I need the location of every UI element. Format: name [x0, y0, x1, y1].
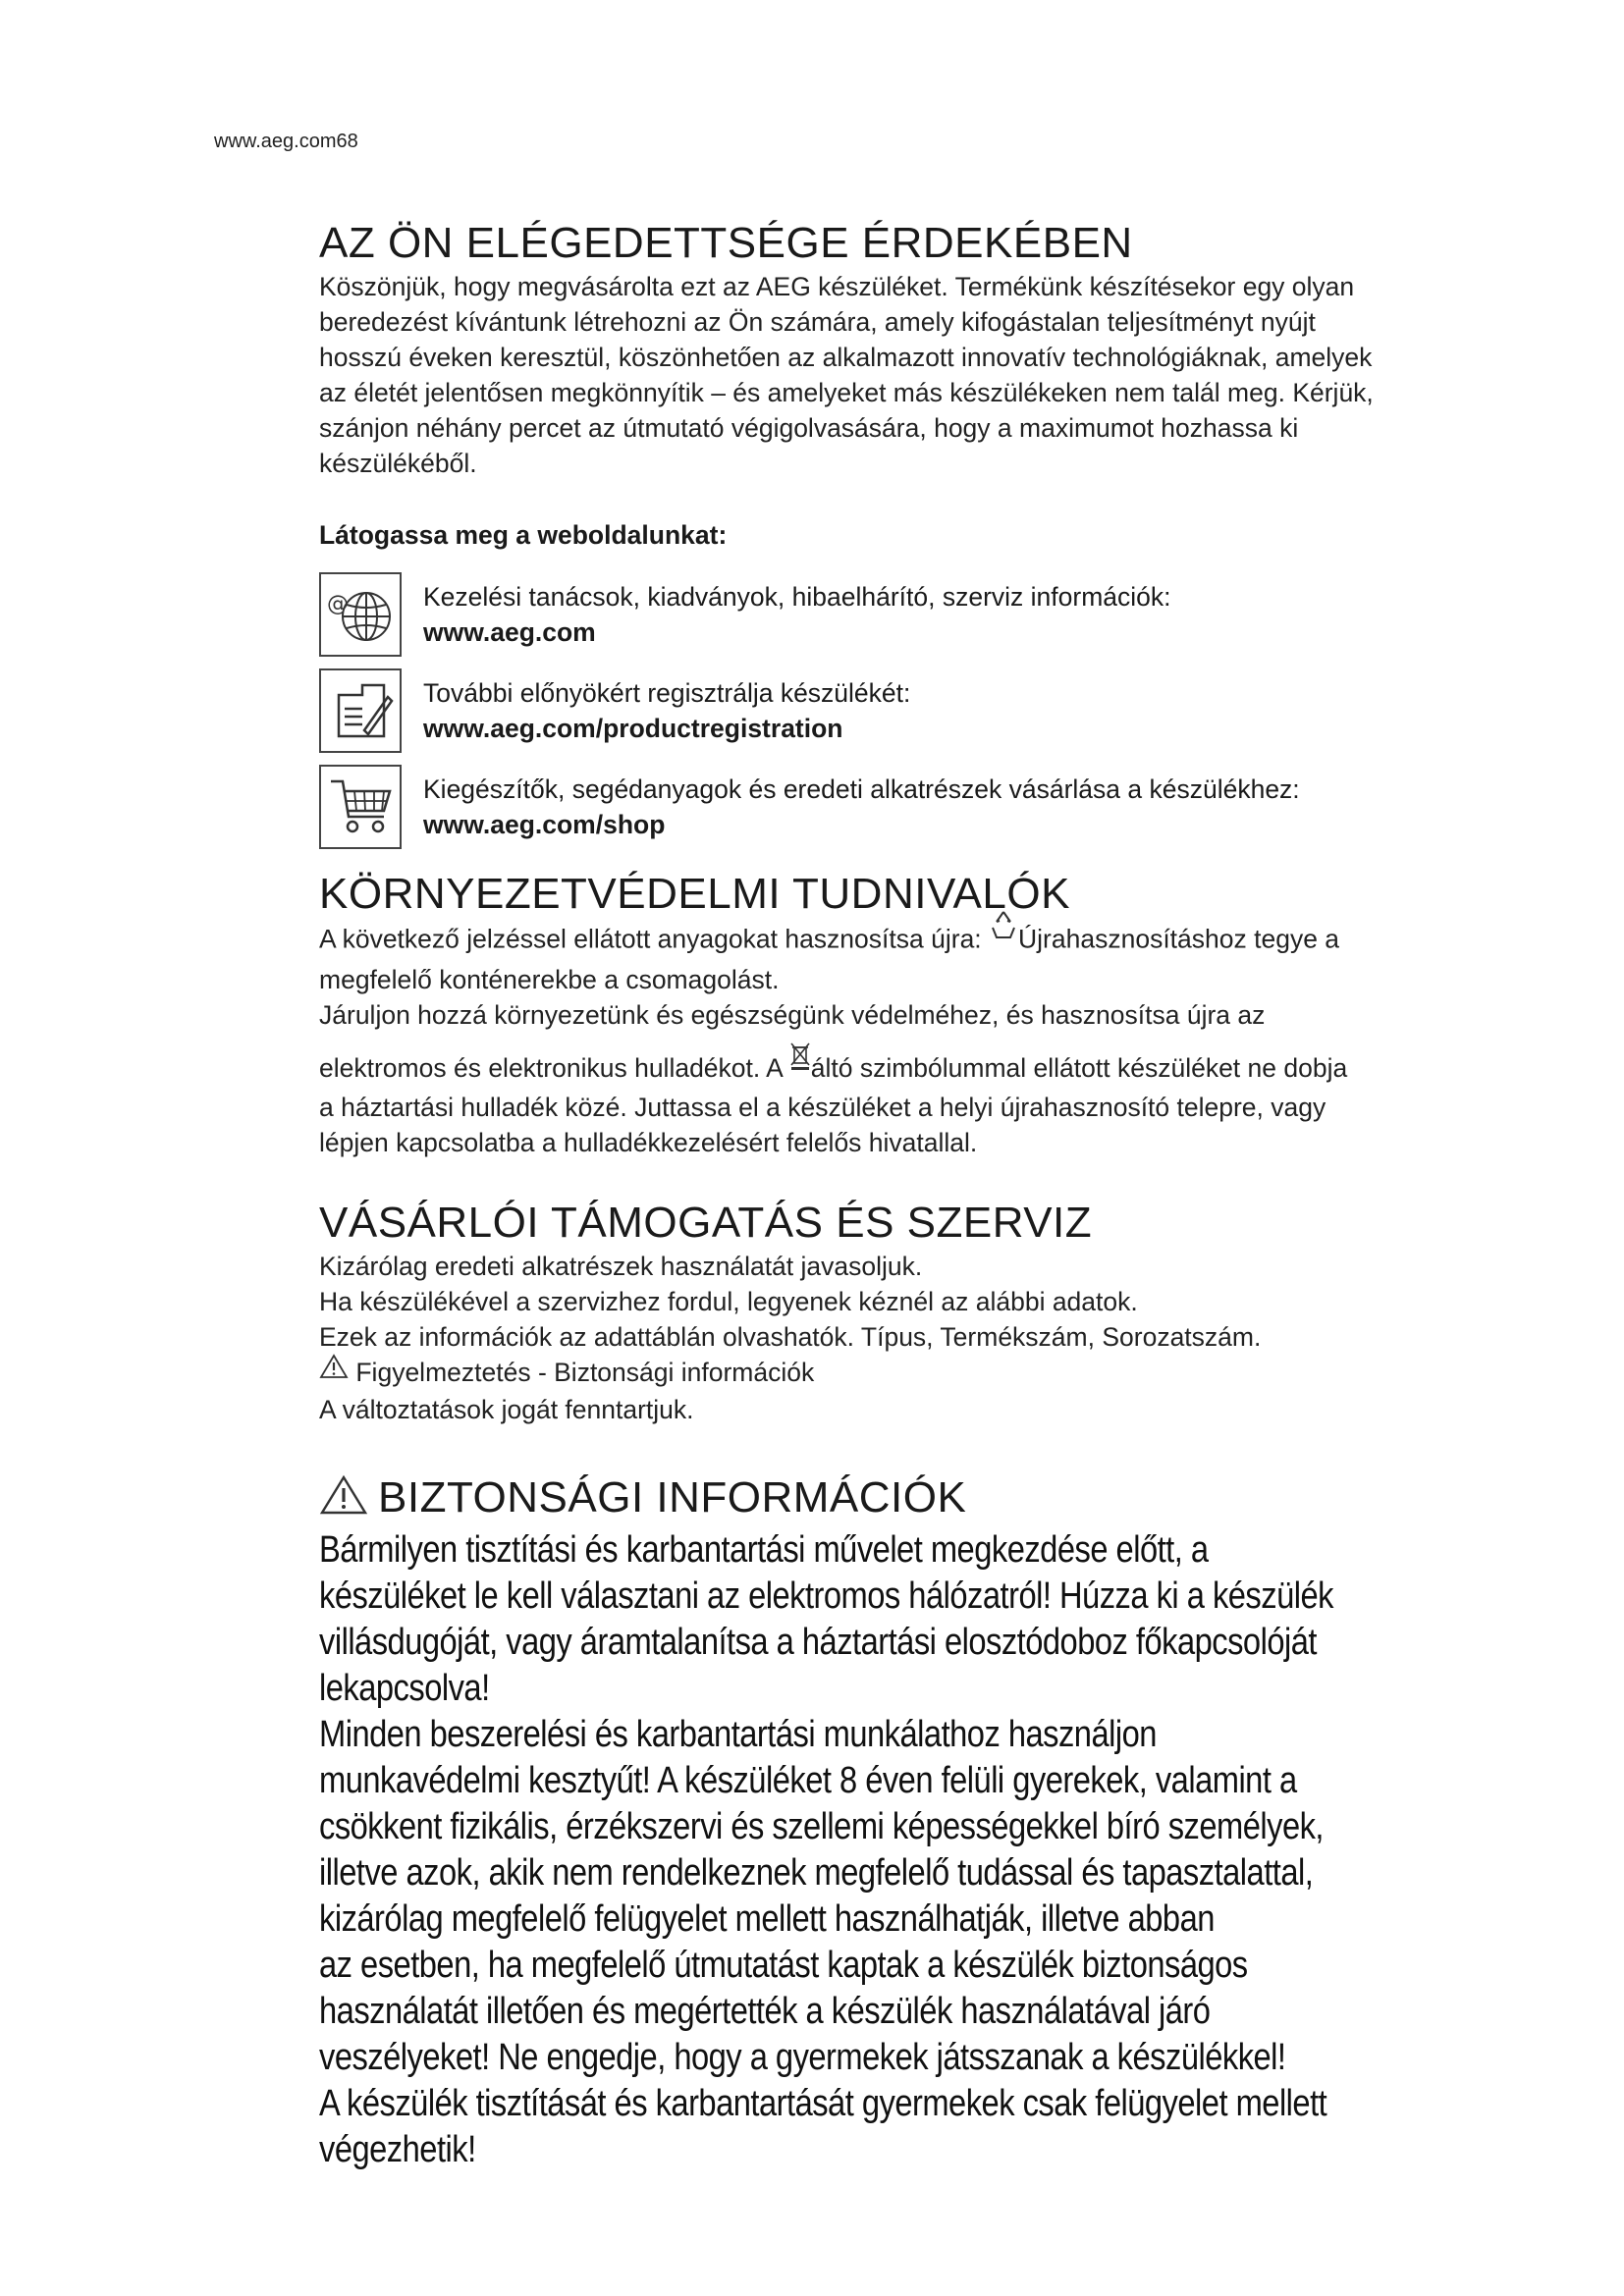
link-support-url[interactable]: www.aeg.com	[423, 617, 596, 647]
support-section	[319, 1198, 1517, 1427]
support-warning-line	[319, 1355, 1517, 1392]
safety-line-2: készüléket le kell választani az elektromos hálózatról! Húzza ki a készülék	[319, 1575, 1333, 1617]
link-registration	[423, 675, 910, 746]
link-shop-url[interactable]: www.aeg.com/shop	[423, 810, 666, 839]
support-line-5: A változtatások jogát fenntartjuk.	[319, 1394, 694, 1424]
warning-triangle-icon	[319, 1474, 368, 1521]
svg-text:@: @	[327, 592, 349, 616]
safety-line-14: végezhetik!	[319, 2128, 476, 2170]
link-registration-desc: További előnyökért regisztrálja készülékét:	[423, 678, 911, 708]
recycle-icon	[989, 908, 1018, 950]
environment-line-6: lépjen kapcsolatba a hulladékkezelésért felelős hivatallal.	[319, 1127, 978, 1157]
environment-line-4	[319, 1050, 1517, 1090]
link-support-desc: Kezelési tanácsok, kiadványok, hibaelhárító, szerviz információk:	[423, 582, 1171, 612]
satisfaction-section	[319, 218, 1517, 849]
safety-line-3: villásdugóját, vagy áramtalanítsa a háztartási elosztódoboz főkapcsolóját	[319, 1621, 1317, 1663]
safety-line-9: kizárólag megfelelő felügyelet mellett használhatják, illetve abban	[319, 1897, 1215, 1940]
satisfaction-line-6: készülékéből.	[319, 449, 477, 478]
environment-line-3: Járuljon hozzá környezetünk és egészségünk védelméhez, és hasznosítsa újra az	[319, 1000, 1266, 1030]
environment-line-4-start: elektromos és elektronikus hulladékot. A	[319, 1053, 789, 1083]
safety-line-8: illetve azok, akik nem rendelkeznek megfelelő tudással és tapasztalattal,	[319, 1851, 1314, 1894]
environment-line-5: a háztartási hulladék közé. Juttassa el a készüléket a helyi újrahasznosító telepre, vagy	[319, 1092, 1326, 1122]
environment-line-1	[319, 920, 1517, 962]
safety-section	[319, 1472, 1517, 2173]
safety-line-11: használatát illetően és megértették a készülék használatával járó	[319, 1990, 1211, 2032]
safety-heading	[319, 1472, 1517, 1523]
safety-line-6: munkavédelmi kesztyűt! A készüléket 8 éven felüli gyerekek, valamint a	[319, 1759, 1297, 1801]
satisfaction-line-3: hosszú éveken keresztül, köszönhetően az alkalmazott innovatív technológiáknak, amelyek	[319, 343, 1373, 372]
safety-line-10: az esetben, ha megfelelő útmutatást kaptak a készülék biztonságos	[319, 1944, 1248, 1986]
registration-document-icon	[319, 668, 402, 753]
support-warning-text: Figyelmeztetés - Biztonsági információk	[355, 1357, 815, 1387]
warning-triangle-icon	[319, 1353, 349, 1388]
environment-line-1-start: A következő jelzéssel ellátott anyagokat hasznosítsa újra:	[319, 924, 990, 954]
shopping-cart-icon	[319, 765, 402, 849]
support-line-2: Ha készülékével a szervizhez fordul, legyenek kéznél az alábbi adatok.	[319, 1286, 1138, 1316]
link-shop-desc: Kiegészítők, segédanyagok és eredeti alkatrészek vásárlása a készülékhez:	[423, 774, 1300, 804]
environment-line-2: megfelelő konténerekbe a csomagolást.	[319, 965, 780, 994]
satisfaction-line-2: beredezést kívántunk létrehozni az Ön számára, amely kifogástalan teljesítményt nyújt	[319, 307, 1316, 337]
link-row-support	[319, 572, 1517, 657]
link-row-shop	[319, 765, 1517, 849]
safety-line-4: lekapcsolva!	[319, 1667, 490, 1709]
safety-line-13: A készülék tisztítását és karbantartását gyermekek csak felügyelet mellett	[319, 2082, 1327, 2124]
support-line-1: Kizárólag eredeti alkatrészek használatát javasoljuk.	[319, 1251, 923, 1281]
environment-line-4-end: áltó szimbólummal ellátott készüléket ne dobja	[810, 1053, 1348, 1083]
safety-line-5: Minden beszerelési és karbantartási munkálathoz használjon	[319, 1713, 1157, 1755]
support-line-3: Ezek az információk az adattáblán olvashatók. Típus, Termékszám, Sorozatszám.	[319, 1321, 1262, 1352]
link-support	[423, 579, 1171, 650]
satisfaction-title: AZ ÖN ELÉGEDETTSÉGE ÉRDEKÉBEN	[319, 219, 1133, 267]
link-registration-url[interactable]: www.aeg.com/productregistration	[423, 714, 843, 743]
visit-label: Látogassa meg a weboldalunkat:	[319, 520, 728, 550]
page-header-url: www.aeg.com68	[214, 131, 358, 152]
safety-line-7: csökkent fizikális, érzékszervi és szellemi képességekkel bíró személyek,	[319, 1805, 1324, 1847]
safety-body	[319, 1527, 1501, 2173]
satisfaction-line-4: az életét jelentősen megkönnyítik – és amelyeket más készülékeken nem talál meg. Kérjük,	[319, 378, 1374, 407]
crossed-bin-icon	[789, 1041, 811, 1080]
support-title: VÁSÁRLÓI TÁMOGATÁS ÉS SZERVIZ	[319, 1198, 1093, 1247]
environment-section	[319, 869, 1517, 1160]
link-row-registration	[319, 668, 1517, 753]
satisfaction-line-1: Köszönjük, hogy megvásárolta ezt az AEG készüléket. Termékünk készítésekor egy olyan	[319, 272, 1355, 301]
safety-line-12: veszélyeket! Ne engedje, hogy a gyermekek játsszanak a készülékkel!	[319, 2036, 1286, 2078]
safety-line-1: Bármilyen tisztítási és karbantartási művelet megkezdése előtt, a	[319, 1528, 1209, 1571]
globe-at-icon	[319, 572, 402, 657]
environment-title: KÖRNYEZETVÉDELMI TUDNIVALÓK	[319, 870, 1070, 918]
safety-title: BIZTONSÁGI INFORMÁCIÓK	[378, 1472, 967, 1522]
page-content	[319, 218, 1517, 2173]
environment-line-1-end: Újrahasznosításhoz tegye a	[1018, 924, 1340, 954]
satisfaction-line-5: szánjon néhány percet az útmutató végigolvasására, hogy a maximumot hozhassa ki	[319, 413, 1299, 443]
link-shop	[423, 772, 1300, 842]
